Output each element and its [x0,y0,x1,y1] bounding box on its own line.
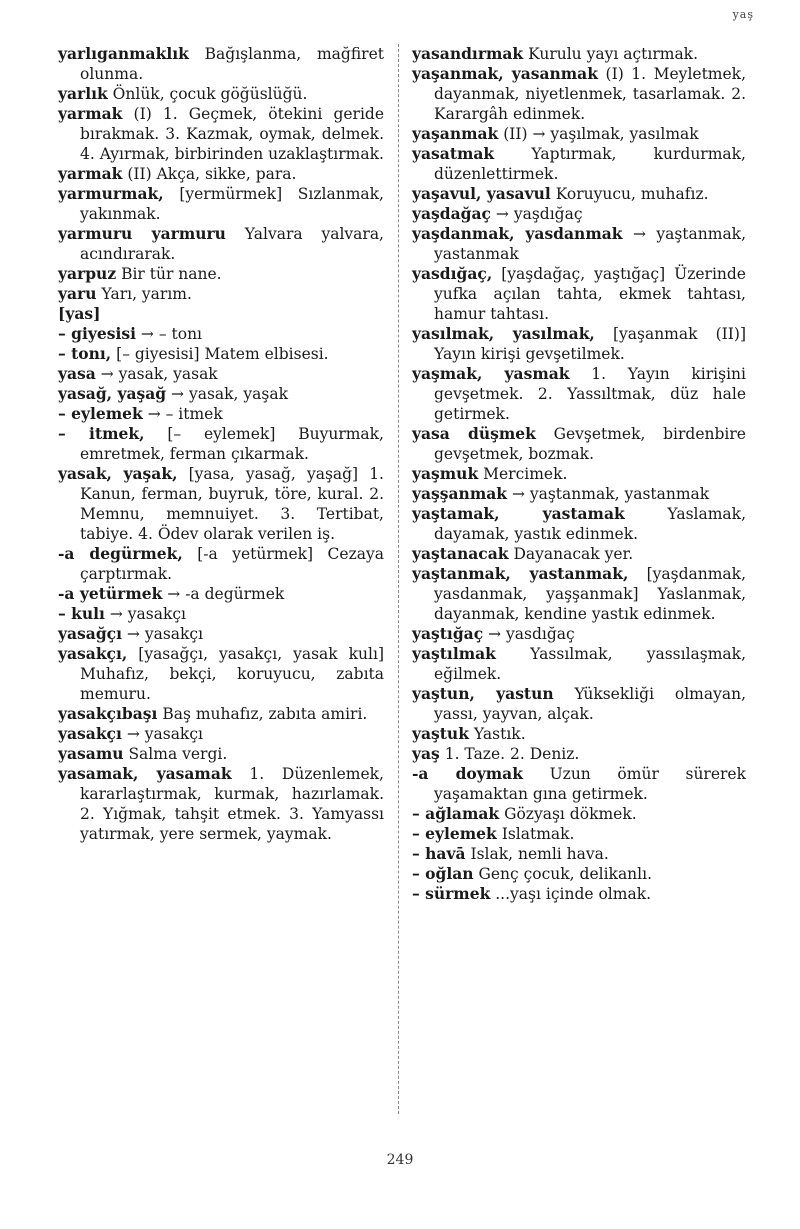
entry-definition: Baş muhafız, zabıta amiri. [162,705,368,723]
entry-definition: Koruyucu, muhafız. [555,185,709,203]
dictionary-entry [412,684,746,724]
entry-definition: → – tonı [140,325,203,343]
entry-definition: Gözyaşı dökmek. [504,805,637,823]
entry-headword: yasa [58,364,96,383]
entry-definition: Uzun ömür sürerek yaşamaktan gına getirmek. [434,765,746,803]
dictionary-entry [412,124,746,144]
entry-headword: – ağlamak [412,804,500,823]
entry-definition: Gevşetmek, birdenbire gevşetmek, bozmak. [434,425,746,463]
entry-headword: yasılmak, yasılmak, [412,324,595,343]
entry-definition: [yaşdağaç, yaştığaç] Üzerinde yufka açılan tahta, ekmek tahtası, hamur tahtası. [434,265,746,323]
entry-definition: [– eylemek] Buyurmak, emretmek, ferman çıkarmak. [80,425,384,463]
dictionary-entry [58,624,384,644]
dictionary-entry [58,704,384,724]
dictionary-entry [412,564,746,624]
dictionary-entry [412,824,746,844]
left-column [58,44,384,844]
entry-headword: [yas] [58,304,101,323]
dictionary-entry [412,144,746,184]
entry-definition: Dayanacak yer. [513,545,634,563]
entry-headword: yaşşanmak [412,484,507,503]
dictionary-entry [58,424,384,464]
entry-definition: Salma vergi. [128,745,228,763]
dictionary-entry [412,884,746,904]
entry-definition: Yarı, yarım. [101,285,192,303]
entry-definition: [yasa, yasağ, yaşağ] 1. Kanun, ferman, buyruk, töre, kural. 2. Memnu, memnuiyet. 3. Tertibat, tabiye. 4. Ödev olarak verilen iş. [80,465,384,543]
entry-headword: yaştığaç [412,624,484,643]
dictionary-entry [412,484,746,504]
entry-headword: yasakçıbaşı [58,704,158,723]
entry-headword: yaşanmak [412,124,499,143]
entry-definition: Yalvara yalvara, acındırarak. [80,225,384,263]
entry-definition: 1. Taze. 2. Deniz. [444,745,580,763]
entry-definition: [yermürmek] Sızlanmak, yakınmak. [80,185,384,223]
entry-definition: Kurulu yayı açtırmak. [528,45,699,63]
entry-headword: – havā [412,844,466,863]
dictionary-entry [412,764,746,804]
entry-headword: – oğlan [412,864,474,883]
dictionary-entry [412,64,746,124]
entry-headword: yarpuz [58,264,117,283]
entry-headword: yaşmak, yasmak [412,364,570,383]
entry-headword: – tonı, [58,344,112,363]
entry-definition: Islatmak. [501,825,575,843]
dictionary-entry [58,224,384,264]
entry-headword: yasakçı [58,724,122,743]
entry-definition: → – itmek [147,405,223,423]
entry-definition: → yasak, yaşak [171,385,288,403]
entry-headword: yarmak [58,164,123,183]
running-header: yaş [732,8,754,21]
dictionary-entry [58,384,384,404]
entry-definition: Yaptırmak, kurdurmak, düzenlettirmek. [434,145,746,183]
entry-headword: – sürmek [412,884,491,903]
entry-definition: [yaşdanmak, yasdanmak, yaşşanmak] Yaslanmak, dayanmak, kendine yastık edinmek. [434,565,746,623]
entry-definition: [yaşanmak (II)] Yayın kirişi gevşetilmek. [434,325,746,363]
entry-definition: Yastık. [473,725,526,743]
entry-definition: (II) → yaşılmak, yasılmak [503,125,699,143]
entry-definition: 1. Düzenlemek, kararlaştırmak, kurmak, hazırlamak. 2. Yığmak, tahşit etmek. 3. Yamyassı yatırmak, yere sermek, yaymak. [80,765,384,843]
dictionary-entry [412,464,746,484]
entry-definition: → yasakçı [126,725,203,743]
entry-headword: yarlıganmaklık [58,44,189,63]
dictionary-entry [58,644,384,704]
entry-headword: yarmurmak, [58,184,164,203]
dictionary-entry [412,264,746,324]
entry-headword: yasdığaç, [412,264,493,283]
entry-definition: → yaştanmak, yastanmak [511,485,710,503]
entry-definition: → -a degürmek [167,585,285,603]
entry-definition: → yasdığaç [488,625,575,643]
dictionary-entry [58,84,384,104]
entry-headword: yaştanacak [412,544,509,563]
entry-headword: yasa düşmek [412,424,536,443]
dictionary-entry [58,604,384,624]
entry-definition: Mercimek. [483,465,568,483]
dictionary-entry [58,264,384,284]
dictionary-entry [412,724,746,744]
entry-headword: yasatmak [412,144,495,163]
dictionary-entry [412,204,746,224]
entry-definition: Bağışlanma, mağfiret olunma. [80,45,384,83]
dictionary-entry [58,724,384,744]
entry-headword: yaştılmak [412,644,496,663]
column-divider [398,44,399,1114]
entry-headword: yasak, yaşak, [58,464,178,483]
entry-headword: yasağ, yaşağ [58,384,167,403]
entry-definition: [– giyesisi] Matem elbisesi. [116,345,329,363]
dictionary-entry [412,624,746,644]
entry-headword: yaru [58,284,97,303]
entry-definition: (I) 1. Meyletmek, dayanmak, niyetlenmek, tasarlamak. 2. Karargâh edinmek. [434,65,746,123]
entry-definition: 1. Yayın kirişini gevşetmek. 2. Yassıltmak, düz hale getirmek. [434,365,746,423]
entry-definition: Islak, nemli hava. [470,845,609,863]
entry-headword: -a yetürmek [58,584,163,603]
entry-definition: → yasak, yasak [100,365,218,383]
dictionary-entry [58,164,384,184]
dictionary-entry [412,364,746,424]
entry-definition: Yaslamak, dayamak, yastık edinmek. [434,505,746,543]
dictionary-entry [58,104,384,164]
dictionary-entry [412,644,746,684]
entry-definition: (I) 1. Geçmek, ötekini geride bırakmak. 3. Kazmak, oymak, delmek. 4. Ayırmak, birbirinden uzaklaştırmak. [80,105,384,163]
entry-headword: yaştamak, yastamak [412,504,625,523]
dictionary-entry [58,764,384,844]
dictionary-entry [58,464,384,544]
entry-headword: yaşmuk [412,464,479,483]
entry-headword: yaştanmak, yastanmak, [412,564,629,583]
dictionary-entry [412,184,746,204]
entry-headword: yaşanmak, yasanmak [412,64,598,83]
entry-definition: Önlük, çocuk göğüslüğü. [112,85,308,103]
entry-headword: yaştuk [412,724,469,743]
entry-definition: ...yaşı içinde olmak. [495,885,652,903]
dictionary-entry [412,744,746,764]
entry-definition: Bir tür nane. [121,265,222,283]
entry-headword: yasandırmak [412,44,524,63]
entry-headword: – giyesisi [58,324,136,343]
entry-definition: Yassılmak, yassılaşmak, eğilmek. [434,645,746,683]
entry-headword: -a doymak [412,764,523,783]
entry-headword: – itmek, [58,424,145,443]
dictionary-entry [58,284,384,304]
entry-headword: – eylemek [58,404,143,423]
entry-headword: yaştun, yastun [412,684,554,703]
right-column [412,44,746,904]
dictionary-entry [58,404,384,424]
entry-headword: yasağçı [58,624,122,643]
dictionary-entry [412,324,746,364]
dictionary-entry [58,584,384,604]
dictionary-entry [58,744,384,764]
entry-definition: → yaştanmak, yastanmak [434,225,747,263]
entry-headword: -a degürmek, [58,544,183,563]
dictionary-entry [58,344,384,364]
dictionary-entry [58,324,384,344]
entry-definition: → yaşdığaç [495,205,583,223]
entry-definition: (II) Akça, sikke, para. [127,165,297,183]
entry-headword: – eylemek [412,824,497,843]
dictionary-entry [58,44,384,84]
entry-definition: [yasağçı, yasakçı, yasak kulı] Muhafız, bekçi, koruyucu, zabıta memuru. [80,645,384,703]
entry-headword: – kulı [58,604,105,623]
entry-headword: yasamak, yasamak [58,764,232,783]
dictionary-entry [58,184,384,224]
entry-definition: [-a yetürmek] Cezaya çarptırmak. [80,545,384,583]
dictionary-entry [412,224,746,264]
entry-headword: yasakçı, [58,644,128,663]
entry-definition: Genç çocuk, delikanlı. [478,865,653,883]
entry-definition: → yasakçı [126,625,204,643]
entry-headword: yarlık [58,84,108,103]
entry-headword: yarmak [58,104,123,123]
entry-headword: yaşdağaç [412,204,491,223]
entry-definition: → yasakçı [109,605,187,623]
dictionary-entry [412,44,746,64]
entry-headword: yasamu [58,744,124,763]
dictionary-entry [412,544,746,564]
dictionary-entry [58,364,384,384]
dictionary-entry [412,864,746,884]
page-number: 249 [386,1152,414,1168]
entry-definition: Yüksekliği olmayan, yassı, yayvan, alçak. [434,685,746,723]
dictionary-entry [412,424,746,464]
entry-headword: yarmuru yarmuru [58,224,226,243]
entry-headword: yaş [412,744,440,763]
dictionary-entry [412,504,746,544]
entry-headword: yaşavul, yasavul [412,184,551,203]
dictionary-entry [412,804,746,824]
dictionary-entry [412,844,746,864]
dictionary-entry [58,304,384,324]
entry-headword: yaşdanmak, yasdanmak [412,224,623,243]
dictionary-entry [58,544,384,584]
